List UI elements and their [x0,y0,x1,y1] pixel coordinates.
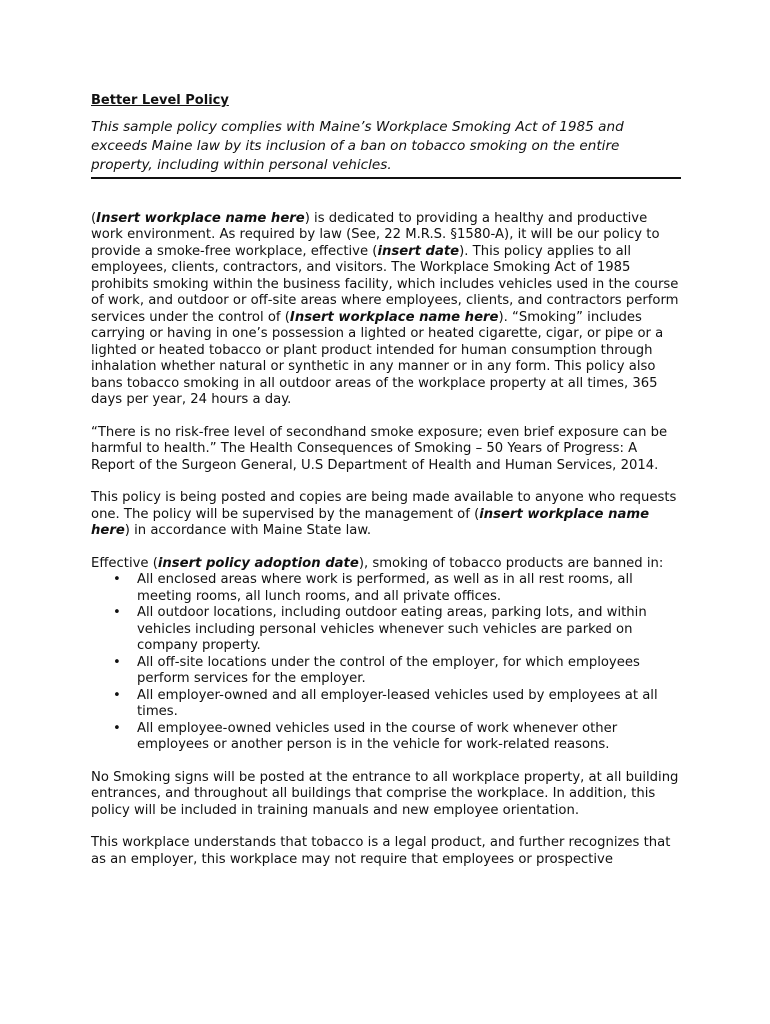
placeholder-workplace-name: insert workplace name here [91,506,650,538]
legal-product-paragraph: This workplace understands that tobacco is a legal product, and further recognizes that as an employer, this workplace may not require that employees or prospective [91,835,671,867]
document-body [91,93,681,868]
text-run: ). “Smoking” includes carrying or having in one’s possession a lighted or heated cigarette, cigar, or pipe or a lighted or heated tobacco or plant product intended for human consumption through inhalation whether natural or synthetic in any manner or in any form. This policy also bans tobacco smoking in all outdoor areas of the workplace property at all times, 365 days per year, 24 hours a day. [91,309,664,407]
placeholder-adoption-date: insert policy adoption date [157,555,359,571]
section-divider [91,177,681,179]
list-item-text: All enclosed areas where work is performed, as well as in all rest rooms, all meeting rooms, all lunch rooms, and all private offices. [137,572,633,604]
bullet-icon: • [113,572,121,587]
bullet-icon: • [113,654,121,670]
list-item-text: All outdoor locations, including outdoor eating areas, parking lots, and within vehicles including personal vehicles whenever such vehicles are parked on company property. [137,605,647,653]
text-run: ( [91,210,97,226]
policy-paragraph-3 [91,490,681,540]
policy-paragraph-1 [91,211,681,409]
policy-title: Better Level Policy [91,93,229,108]
placeholder-date: insert date [377,243,460,259]
policy-intro: This sample policy complies with Maine’s Workplace Smoking Act of 1985 and exceeds Maine law by its inclusion of a ban on tobacco smoking on the entire property, including within personal vehicles. [91,118,624,173]
banned-areas-list [91,572,681,754]
text-run: ). This policy applies to all employees, clients, contractors, and visitors. The Workplace Smoking Act of 1985 prohibits smoking within the business facility, which includes vehicles used in the course of work, and outdoor or off-site areas where employees, clients, and contractors perform services under the control of ( [91,243,679,325]
list-item [113,605,681,655]
signage-paragraph: No Smoking signs will be posted at the entrance to all workplace property, at all building entrances, and throughout all buildings that comprise the workplace. In addition, this policy will be included in training manuals and new employee orientation. [91,769,679,818]
bullet-icon: • [113,687,121,703]
policy-paragraph-4 [91,556,681,573]
list-item-text: All employee-owned vehicles used in the course of work whenever other employees or another person is in the vehicle for work-related reasons. [137,720,618,752]
text-run: ) in accordance with Maine State law. [124,523,372,538]
list-item-text: All employer-owned and all employer-leased vehicles used by employees at all times. [137,687,658,719]
list-item [113,687,681,721]
bullet-icon: • [113,720,121,736]
list-item [113,572,681,605]
list-item-text: All off-site locations under the control of the employer, for which employees perform services for the employer. [137,654,640,686]
surgeon-general-quote: “There is no risk-free level of secondhand smoke exposure; even brief exposure can be harmful to health.” The Health Consequences of Smoking – 50 Years of Progress: A Report of the Surgeon General, U.S Department of Health and Human Services, 2014. [91,424,668,473]
text-run: ) is dedicated to providing a healthy and productive work environment. As required by law (See, 22 M.R.S. §1580-A), it will be our policy to provide a smoke-free workplace, effective ( [91,210,660,259]
text-run: ), smoking of tobacco products are banned in: [358,555,664,571]
bullet-icon: • [113,605,121,620]
text-run: This policy is being posted and copies are being made available to anyone who requests one. The policy will be supervised by the management of ( [91,490,677,522]
list-item [113,654,681,688]
placeholder-workplace-name: Insert workplace name here [289,309,499,325]
placeholder-workplace-name: Insert workplace name here [96,210,305,226]
list-item [113,720,681,754]
text-run: Effective ( [91,555,158,571]
